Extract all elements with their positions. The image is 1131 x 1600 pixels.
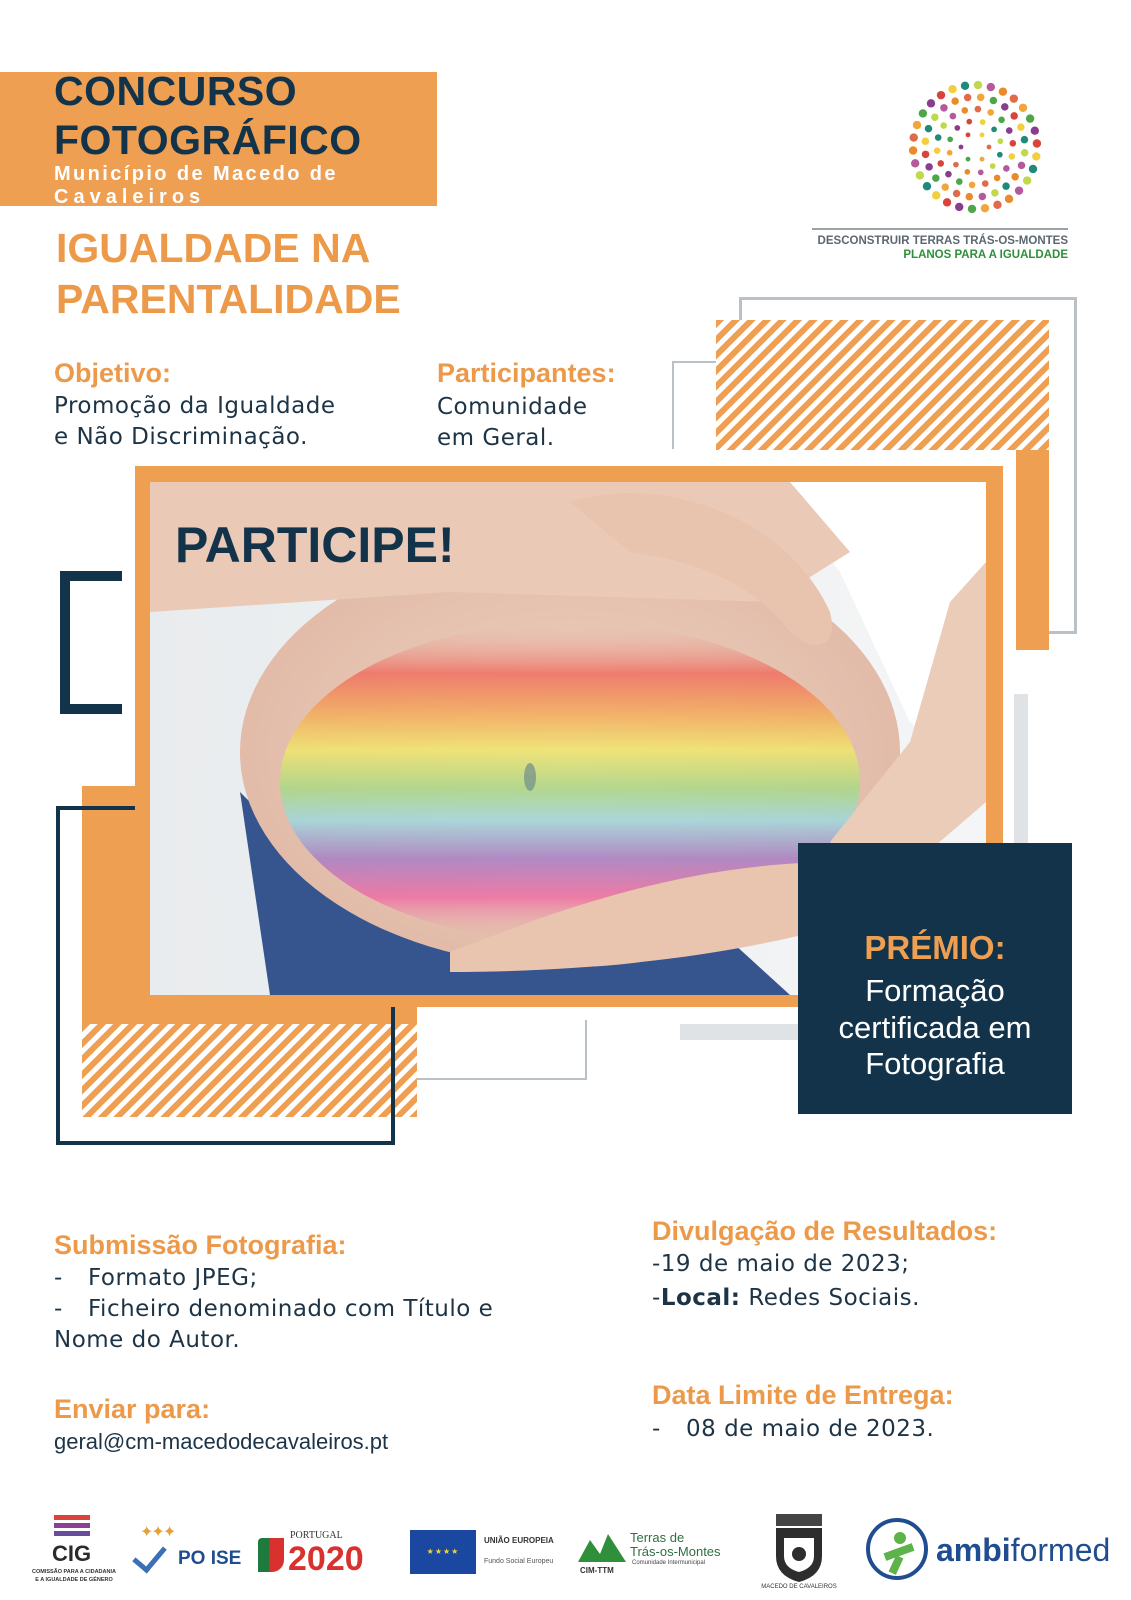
results-line-1: -19 de maio de 2023;: [652, 1251, 910, 1277]
objective-line-2: e Não Discriminação.: [54, 424, 308, 450]
terras-tras-os-montes-logo: [576, 1530, 736, 1580]
ambiformed-text: [936, 1532, 1110, 1569]
theme-line-2: PARENTALIDADE: [56, 276, 401, 322]
results-line-2: [652, 1285, 920, 1311]
send-email[interactable]: geral@cm-macedodecavaleiros.pt: [54, 1429, 389, 1454]
brand-logo: [900, 72, 1050, 222]
ambiformed-person-icon: [866, 1518, 928, 1580]
brand-divider: [812, 228, 1068, 230]
poise-logo: [134, 1518, 244, 1588]
participe-callout: PARTICIPE!: [175, 517, 455, 573]
prize-label: PRÉMIO:: [864, 929, 1006, 966]
eu-logo: [410, 1530, 560, 1576]
prize-line-3: Fotografia: [865, 1046, 1005, 1081]
send-label: Enviar para:: [54, 1394, 211, 1424]
subtitle-line-1: Município de Macedo de: [54, 163, 338, 185]
dotted-circle-logo-icon: [900, 72, 1050, 222]
ttm-line-3: Comunidade Intermunicipal: [632, 1560, 706, 1566]
title-line-2: FOTOGRÁFICO: [54, 117, 362, 163]
submission-label: Submissão Fotografia:: [54, 1230, 347, 1260]
decor-grey-line-1: [672, 361, 716, 363]
subtitle-line-2: Cavaleiros: [54, 186, 206, 208]
participants-label: Participantes:: [437, 358, 616, 388]
cig-flag-icon: [54, 1515, 90, 1537]
macedo-text: MACEDO DE CAVALEIROS: [761, 1584, 837, 1590]
mountains-icon: [578, 1530, 626, 1564]
eu-text: UNIÃO EUROPEIA: [484, 1536, 554, 1545]
decor-navy-bracket: [60, 571, 122, 714]
decor-grey-line-5: [417, 1078, 587, 1080]
title-line-1: CONCURSO: [54, 68, 298, 114]
objective-label: Objetivo:: [54, 358, 172, 388]
deadline-label: Data Limite de Entrega:: [652, 1380, 954, 1410]
prize-line-1: Formação: [865, 973, 1005, 1008]
ttm-line-2: Trás-os-Montes: [630, 1544, 721, 1559]
objective-line-1: Promoção da Igualdade: [54, 393, 336, 419]
cig-logo: [24, 1515, 124, 1595]
submission-item-2-line-1: Ficheiro denominado com Título e: [88, 1296, 494, 1322]
decor-grey-line-2: [672, 361, 674, 449]
eu-subtitle: Fundo Social Europeu: [484, 1558, 554, 1565]
prize-line-2: certificada em: [838, 1010, 1032, 1045]
portugal-2020-logo: [258, 1530, 388, 1580]
submission-bullet-1: -: [54, 1265, 63, 1291]
portugal-flag-icon: [258, 1538, 284, 1572]
results-label: Divulgação de Resultados:: [652, 1216, 998, 1246]
theme-line-1: IGUALDADE NA: [56, 225, 371, 271]
eu-flag-icon: ★★★★: [410, 1530, 476, 1574]
cig-text: CIG: [52, 1541, 92, 1566]
poise-check-icon: [132, 1538, 166, 1574]
results-local-label: Local:: [660, 1285, 741, 1311]
brand-line-2: PLANOS PARA A IGUALDADE: [903, 249, 1068, 261]
ambiformed-logo: [866, 1518, 1116, 1584]
coat-of-arms-icon: [762, 1510, 836, 1584]
poise-colors-icon: ✦✦✦: [140, 1524, 175, 1541]
submission-item-2-line-2: Nome do Autor.: [54, 1327, 241, 1353]
cim-text: CIM-TTM: [580, 1566, 614, 1575]
macedo-coat-of-arms-logo: [762, 1510, 836, 1596]
results-line-2-prefix: -: [652, 1285, 661, 1311]
participants-line-2: em Geral.: [437, 425, 555, 451]
decor-stripes-top: [716, 320, 1049, 450]
ambiformed-text-part-1: ambi: [936, 1532, 1011, 1568]
cig-subtitle-1: COMISSÃO PARA A CIDADANIA: [32, 1569, 116, 1575]
ttm-line-1: Terras de: [630, 1530, 685, 1545]
portugal-text: PORTUGAL: [290, 1530, 343, 1541]
deadline-date: 08 de maio de 2023.: [686, 1416, 935, 1442]
submission-item-1: Formato JPEG;: [88, 1265, 258, 1291]
poise-text: PO ISE: [178, 1548, 242, 1569]
decor-grey-line-6: [585, 1020, 587, 1080]
brand-line-1: DESCONSTRUIR TERRAS TRÁS-OS-MONTES: [817, 235, 1068, 247]
p2020-text: 2020: [288, 1540, 364, 1578]
submission-bullet-2: -: [54, 1296, 63, 1322]
participants-line-1: Comunidade: [437, 394, 588, 420]
deadline-bullet: -: [652, 1416, 661, 1442]
results-local-value: Redes Sociais.: [740, 1285, 920, 1311]
ambiformed-text-part-2: formed: [1010, 1532, 1111, 1568]
cig-subtitle-2: E A IGUALDADE DE GÉNERO: [35, 1577, 113, 1583]
